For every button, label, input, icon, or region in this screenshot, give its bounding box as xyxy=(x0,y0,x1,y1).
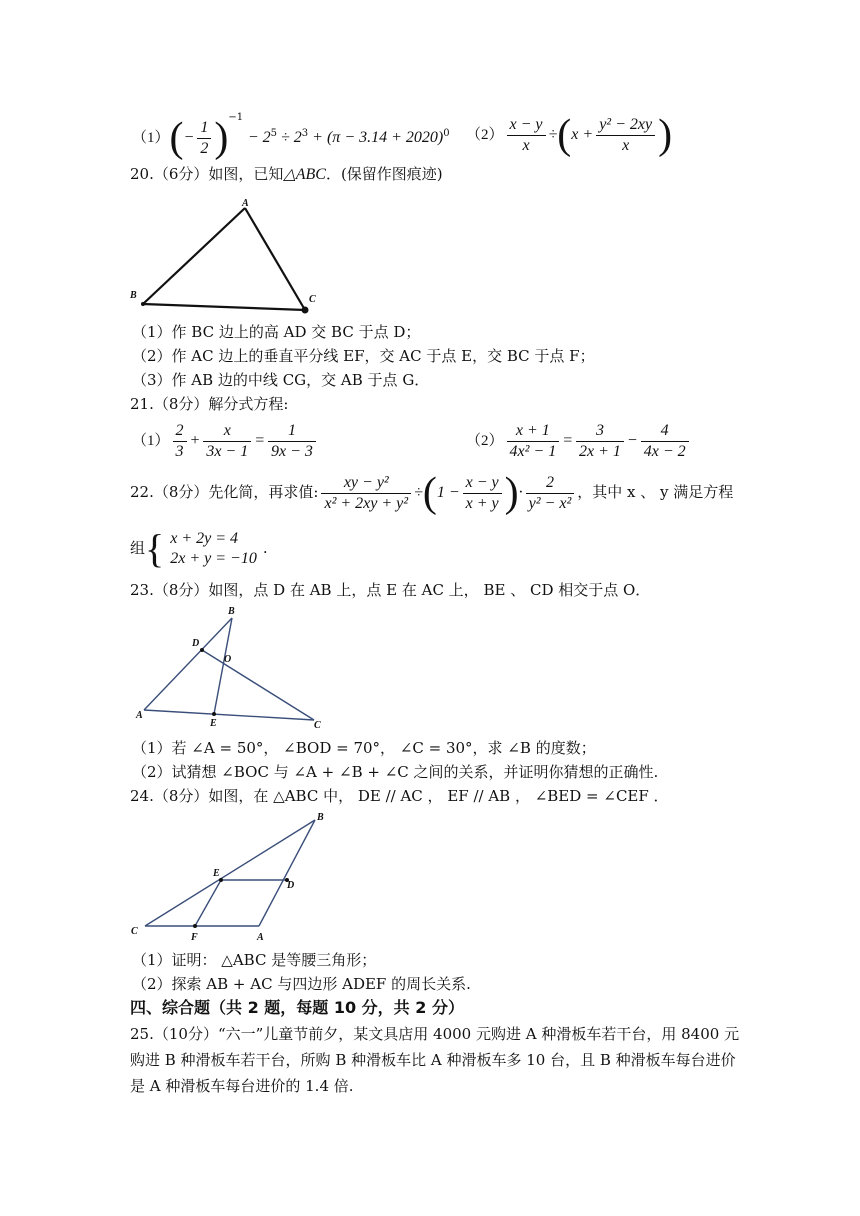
q22-line-2 xyxy=(130,526,268,570)
denominator: y² − x² xyxy=(528,494,572,512)
q23-item-1: （1）若 ∠A = 50°， ∠BOD = 70°， ∠C = 30°，求 ∠B 的度数； xyxy=(132,739,596,757)
numerator: xy − y² xyxy=(321,473,411,494)
q21-part2 xyxy=(466,418,692,462)
term: x + xyxy=(571,126,594,143)
q19-p2-fraction-1 xyxy=(507,115,546,156)
q21-title: 21.（8分）解分式方程: xyxy=(130,395,289,413)
fraction xyxy=(576,421,624,462)
q23-figure xyxy=(130,604,330,734)
q25-line-3: 是 A 种滑板车每台进价的 1.4 倍. xyxy=(130,1077,354,1095)
denominator: 3x − 1 xyxy=(206,442,249,460)
q19-part1 xyxy=(132,110,450,161)
fraction xyxy=(526,473,575,514)
q24-label-E: E xyxy=(213,868,220,879)
q19-p2-fraction-2 xyxy=(596,115,655,156)
divide-sign: ÷ xyxy=(548,126,558,143)
q21-part1 xyxy=(132,418,319,462)
q20-item-2: （2）作 AC 边上的垂直平分线 EF，交 AC 于点 E，交 BC 于点 F； xyxy=(132,347,595,365)
q25-line-2: 购进 B 种滑板车若干台，所购 B 种滑板车比 A 种滑板车多 10 台，且 B 种滑板车每台进价 xyxy=(130,1051,736,1069)
q20-triangle-figure xyxy=(125,198,325,318)
right-paren: ) xyxy=(214,115,229,161)
numerator: y² − 2xy xyxy=(596,115,655,136)
q23-label-D: D xyxy=(192,638,200,649)
q20-label-B: B xyxy=(130,290,137,301)
q21-p2-label: （2） xyxy=(466,433,504,449)
denominator: 4x² − 1 xyxy=(509,442,557,460)
q25-line-1: 25.（10分）“六一”儿童节前夕，某文具店用 4000 元购进 A 种滑板车若干台，用 8400 元 xyxy=(130,1025,740,1043)
left-paren: ( xyxy=(169,115,184,161)
fraction xyxy=(173,421,187,462)
left-paren: ( xyxy=(422,470,437,516)
fraction xyxy=(641,421,689,462)
q24-label-F: F xyxy=(191,932,198,943)
q24-label-C: C xyxy=(131,926,138,937)
fraction xyxy=(268,421,316,462)
fraction xyxy=(463,473,502,514)
dot-sign: · xyxy=(518,484,523,501)
numerator: x xyxy=(203,421,251,442)
exponent: 0 xyxy=(443,128,450,139)
denominator: 9x − 3 xyxy=(271,442,313,460)
q22-line-1 xyxy=(130,468,733,516)
fraction xyxy=(203,421,251,462)
equation-system xyxy=(167,529,260,569)
term: ÷ 2 xyxy=(277,129,302,146)
exponent: 3 xyxy=(301,128,309,139)
equation-2: 2x + y = −10 xyxy=(170,550,257,567)
fraction xyxy=(321,473,411,514)
q20-item-1: （1）作 BC 边上的高 AD 交 BC 于点 D； xyxy=(132,323,421,341)
q20-title-text: 20.（6分）如图，已知 xyxy=(130,165,284,183)
q19-p1-label: （1） xyxy=(132,130,170,146)
q23-label-O: O xyxy=(224,654,232,665)
q20-title xyxy=(130,164,443,185)
q20-title-tail: ．(保留作图痕迹) xyxy=(325,165,443,183)
exponent: −1 xyxy=(228,112,244,123)
q24-label-A: A xyxy=(257,932,264,943)
denominator: 2x + 1 xyxy=(579,442,621,460)
q23-label-B: B xyxy=(228,606,235,617)
right-paren: ) xyxy=(658,112,673,158)
q19-part2 xyxy=(466,110,672,158)
minus-sign: − xyxy=(626,432,638,449)
q20-item-3: （3）作 AB 边的中线 CG，交 AB 于点 G． xyxy=(132,371,430,389)
right-paren: ) xyxy=(504,470,519,516)
equation-1: x + 2y = 4 xyxy=(170,530,239,547)
fraction xyxy=(507,421,560,462)
q21-p1-label: （1） xyxy=(132,433,170,449)
numerator: x + 1 xyxy=(507,421,560,442)
section-4-heading: 四、综合题（共 2 题，每题 10 分，共 2 分） xyxy=(130,998,464,1017)
q23-title: 23.（8分）如图，点 D 在 AB 上，点 E 在 AC 上， BE 、 CD 相交于点 O． xyxy=(130,581,651,599)
q22-title: 22.（8分）先化简，再求值: xyxy=(130,483,319,501)
equals-sign: = xyxy=(254,432,266,449)
denominator: 2 xyxy=(200,139,209,157)
left-brace: { xyxy=(145,526,165,571)
term: − 2 xyxy=(247,129,271,146)
denominator: x + y xyxy=(465,494,499,512)
q24-title: 24.（8分）如图，在 △ABC 中， DE // AC ， EF // AB ， ∠BED = ∠CEF ． xyxy=(130,787,669,805)
denominator: x xyxy=(522,136,530,154)
denominator: 4x − 2 xyxy=(643,442,686,460)
q20-label-C: C xyxy=(309,294,316,305)
period: . xyxy=(262,539,268,557)
q20-label-A: A xyxy=(242,198,249,209)
numerator: x − y xyxy=(507,115,546,136)
numerator: 1 xyxy=(268,421,316,442)
numerator: x − y xyxy=(463,473,502,494)
plus-sign: + xyxy=(189,432,201,449)
q24-label-D: D xyxy=(287,880,295,891)
exponent: 5 xyxy=(270,128,278,139)
divide-sign: ÷ xyxy=(414,484,423,501)
denominator: x xyxy=(622,136,630,154)
left-paren: ( xyxy=(557,112,572,158)
q19-p1-fraction xyxy=(197,118,211,159)
q24-item-2: （2）探索 AB + AC 与四边形 ADEF 的周长关系. xyxy=(132,975,471,993)
q22-zu: 组 xyxy=(130,539,146,557)
q23-label-A: A xyxy=(136,710,143,721)
minus-sign: − xyxy=(183,129,195,146)
q23-label-C: C xyxy=(314,720,321,731)
numerator: 4 xyxy=(641,421,689,442)
q24-figure xyxy=(125,810,345,946)
numerator: 2 xyxy=(526,473,575,494)
denominator: 3 xyxy=(175,442,184,460)
term: + (π − 3.14 + 2020) xyxy=(308,129,444,146)
equals-sign: = xyxy=(562,432,574,449)
numerator: 1 xyxy=(197,118,211,139)
numerator: 2 xyxy=(173,421,187,442)
q20-title-math: △ABC xyxy=(283,166,326,183)
numerator: 3 xyxy=(576,421,624,442)
q23-label-E: E xyxy=(210,718,217,729)
q24-label-B: B xyxy=(317,812,324,823)
term: 1 − xyxy=(436,484,460,501)
q24-item-1: （1）证明： △ABC 是等腰三角形； xyxy=(132,951,377,969)
q19-p2-label: （2） xyxy=(466,127,504,143)
q22-tail: ，其中 x 、 y 满足方程 xyxy=(577,483,734,501)
q23-item-2: （2）试猜想 ∠BOC 与 ∠A + ∠B + ∠C 之间的关系，并证明你猜想的正确性. xyxy=(132,763,659,781)
denominator: x² + 2xy + y² xyxy=(324,494,409,512)
